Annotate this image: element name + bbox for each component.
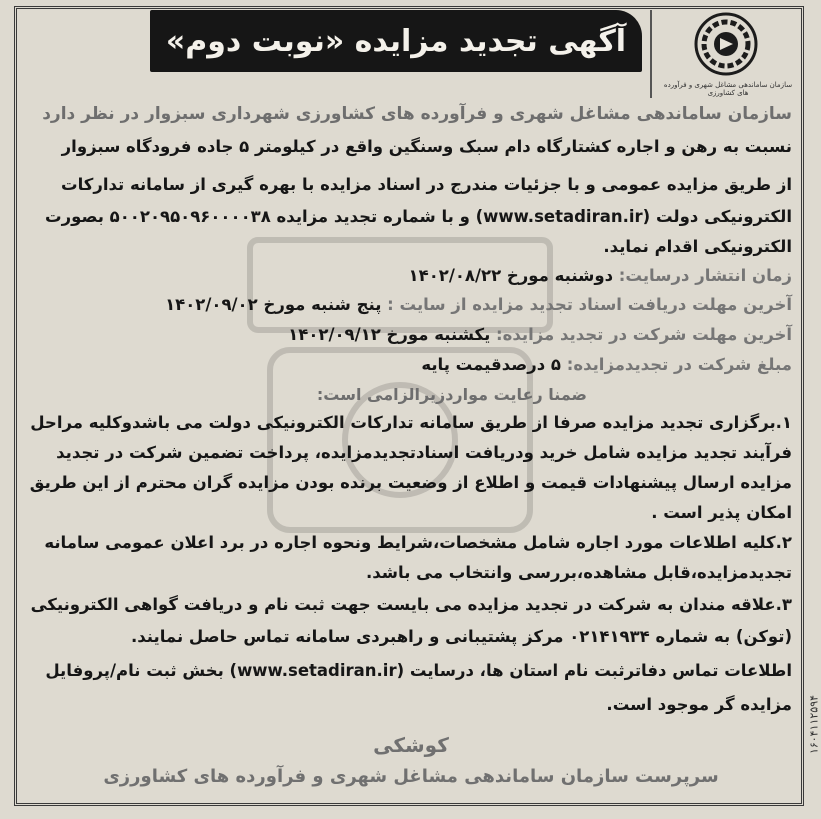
detail-value: ۵ درصدقیمت پایه xyxy=(421,355,561,374)
logo-block xyxy=(650,10,802,98)
condition-line: (توکن) به شماره ۰۲۱۴۱۹۳۴ مرکز پشتیبانی و راهبردی سامانه تماس حاصل نمایند. xyxy=(130,627,792,646)
participation-deadline-row xyxy=(30,320,792,349)
condition-line: مزایده ارسال پیشنهادات قیمت و اطلاع از وضعیت برنده بودن مزایده گران محترم از این طریق xyxy=(29,473,792,492)
condition-line: اطلاعات تماس دفاترثبت نام استان ها، درسایت (www.setadiran.ir) بخش ثبت نام/پروفایل xyxy=(45,661,792,680)
side-code-text: ۱۶۰۴۱۱۲۵۹۴ xyxy=(807,694,821,755)
detail-value: پنج شنبه مورخ ۱۴۰۲/۰۹/۰۲ xyxy=(165,295,382,314)
conditions-heading: ضمنا رعایت مواردزیرالزامی است: xyxy=(316,385,587,404)
detail-label: مبلغ شرکت در تجدیدمزایده: xyxy=(566,355,792,374)
condition-line: تجدیدمزایده،قابل مشاهده،بررسی وانتخاب می باشد. xyxy=(365,563,792,582)
side-code xyxy=(806,640,821,810)
page-title: آگهی تجدید مزایده «نوبت دوم» xyxy=(165,23,627,59)
detail-value: یکشنبه مورخ ۱۴۰۲/۰۹/۱۲ xyxy=(288,325,491,344)
intro-line: نسبت به رهن و اجاره کشتارگاه دام سبک وسنگین واقع در کیلومتر ۵ جاده فرودگاه سبزوار xyxy=(61,137,792,156)
intro-line: الکترونیکی اقدام نماید. xyxy=(603,237,792,256)
condition-line: فرآیند تجدید مزایده شامل خرید ودریافت اسنادتجدیدمزایده، پرداخت تضمین شرکت در تجدید xyxy=(56,443,792,462)
document-deadline-row xyxy=(30,290,792,319)
condition-line: ۳.علاقه مندان به شرکت در تجدید مزایده می بایست جهت ثبت نام و دریافت گواهی الکترونیکی xyxy=(30,595,792,614)
participation-amount-row xyxy=(30,350,792,379)
signatory-name: کوشکی xyxy=(373,733,449,757)
condition-line: ۱.برگزاری تجدید مزایده صرفا از طریق سامانه تدارکات الکترونیکی دولت می باشدوکلیه مراحل xyxy=(30,413,792,432)
title-banner xyxy=(150,10,642,72)
condition-line: ۲.کلیه اطلاعات مورد اجاره شامل مشخصات،شرایط ونحوه اجاره در برد اعلان عمومی سامانه xyxy=(44,533,792,552)
organization-logo-icon xyxy=(687,10,765,80)
detail-label: آخرین مهلت دریافت اسناد تجدید مزایده از سایت : xyxy=(387,295,792,314)
organization-line: سازمان ساماندهی مشاغل شهری و فرآورده های کشاورزی شهرداری سبزوار در نظر دارد xyxy=(42,104,792,124)
detail-label: زمان انتشار درسایت: xyxy=(618,266,792,285)
condition-line: مزایده گر موجود است. xyxy=(606,695,792,714)
intro-line: از طریق مزایده عمومی و با جزئیات مندرج در اسناد مزایده با بهره گیری از سامانه تدارکات xyxy=(60,175,792,194)
publish-date-row xyxy=(30,261,792,290)
detail-value: دوشنبه مورخ ۱۴۰۲/۰۸/۲۲ xyxy=(408,266,614,285)
condition-line: امکان پذیر است . xyxy=(651,503,792,522)
signatory-title: سرپرست سازمان ساماندهی مشاغل شهری و فرآورده های کشاورزی xyxy=(103,766,719,787)
logo-caption: سازمان ساماندهی مشاغل شهری و فرآورده های کشاورزی xyxy=(663,81,793,97)
intro-line: الکترونیکی دولت (www.setadiran.ir) و با شماره تجدید مزایده ۵۰۰۲۰۹۵۰۹۶۰۰۰۰۳۸ بصورت xyxy=(45,207,792,226)
detail-label: آخرین مهلت شرکت در تجدید مزایده: xyxy=(496,325,792,344)
